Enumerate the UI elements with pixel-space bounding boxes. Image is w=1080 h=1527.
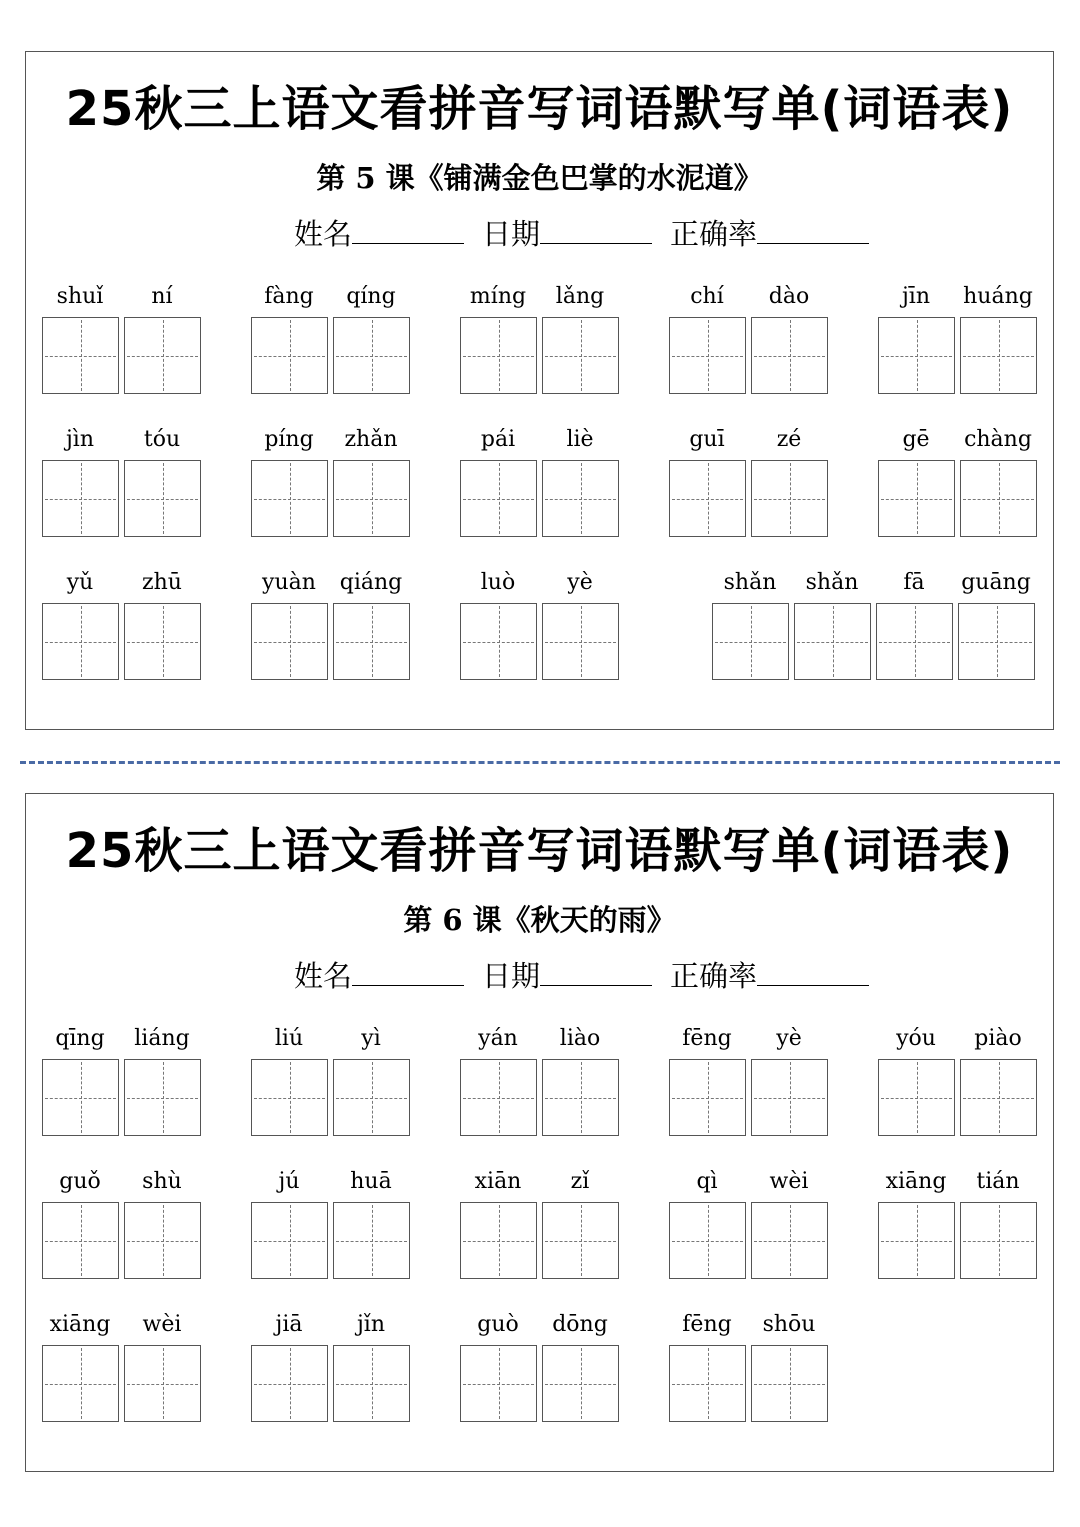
writing-cell[interactable]: [878, 317, 955, 394]
worksheet-title: 25秋三上语文看拼音写词语默写单(词语表): [65, 81, 1014, 137]
pinyin-label: qíng: [346, 284, 396, 309]
writing-cell[interactable]: [542, 1059, 619, 1136]
writing-cell[interactable]: [460, 603, 537, 680]
writing-cell[interactable]: [960, 460, 1037, 537]
pinyin-label: dào: [768, 284, 810, 309]
lesson-title: 第 6 课《秋天的雨》: [403, 903, 676, 937]
writing-cell[interactable]: [333, 603, 410, 680]
accuracy-label: 正确率: [670, 217, 758, 251]
pinyin-label: gē: [902, 427, 930, 452]
writing-cell[interactable]: [333, 317, 410, 394]
writing-cell[interactable]: [251, 1202, 328, 1279]
writing-cell[interactable]: [42, 460, 119, 537]
worksheet-title: 25秋三上语文看拼音写词语默写单(词语表): [65, 823, 1014, 879]
pinyin-label: shù: [142, 1169, 182, 1194]
writing-cell[interactable]: [124, 603, 201, 680]
pinyin-label: jìn: [65, 427, 95, 452]
pinyin-label: tóu: [143, 427, 181, 452]
pinyin-label: liè: [566, 427, 594, 452]
date-blank[interactable]: [540, 959, 652, 986]
writing-cell[interactable]: [124, 317, 201, 394]
pinyin-label: tián: [976, 1169, 1020, 1194]
pinyin-label: shǎn: [805, 570, 859, 595]
pinyin-label: zhǎn: [344, 427, 398, 452]
name-label: 姓名: [294, 217, 353, 251]
writing-cell[interactable]: [124, 1202, 201, 1279]
pinyin-label: huā: [350, 1169, 392, 1194]
pinyin-label: shuǐ: [56, 284, 104, 309]
writing-cell[interactable]: [251, 317, 328, 394]
date-label: 日期: [482, 217, 541, 251]
writing-cell[interactable]: [542, 603, 619, 680]
pinyin-label: xiān: [474, 1169, 522, 1194]
writing-cell[interactable]: [124, 460, 201, 537]
pinyin-label: guī: [689, 427, 725, 452]
writing-cell[interactable]: [876, 603, 953, 680]
writing-cell[interactable]: [669, 317, 746, 394]
writing-cell[interactable]: [460, 1059, 537, 1136]
pinyin-label: liú: [274, 1026, 304, 1051]
pinyin-label: zhū: [142, 570, 182, 595]
writing-cell[interactable]: [751, 1345, 828, 1422]
writing-cell[interactable]: [460, 317, 537, 394]
pinyin-label: yuàn: [262, 570, 316, 595]
pinyin-label: luò: [480, 570, 516, 595]
pinyin-label: shǎn: [723, 570, 777, 595]
writing-cell[interactable]: [794, 603, 871, 680]
pinyin-label: yì: [361, 1026, 381, 1051]
pinyin-label: qiáng: [339, 570, 403, 595]
lesson-title: 第 5 课《铺满金色巴掌的水泥道》: [316, 161, 763, 195]
pinyin-label: yè: [567, 570, 593, 595]
pinyin-label: wèi: [142, 1312, 182, 1337]
writing-cell[interactable]: [751, 317, 828, 394]
writing-cell[interactable]: [958, 603, 1035, 680]
writing-cell[interactable]: [333, 460, 410, 537]
writing-cell[interactable]: [542, 460, 619, 537]
name-blank[interactable]: [352, 959, 464, 986]
writing-cell[interactable]: [712, 603, 789, 680]
name-label: 姓名: [294, 959, 353, 993]
pinyin-label: jīn: [901, 284, 931, 309]
writing-cell[interactable]: [669, 1059, 746, 1136]
accuracy-blank[interactable]: [757, 959, 869, 986]
writing-cell[interactable]: [669, 1345, 746, 1422]
pinyin-label: liáng: [134, 1026, 190, 1051]
pinyin-label: xiāng: [885, 1169, 947, 1194]
pinyin-label: míng: [469, 284, 527, 309]
worksheet-lesson-5: [25, 51, 1054, 730]
writing-cell[interactable]: [960, 1202, 1037, 1279]
writing-cell[interactable]: [42, 1345, 119, 1422]
writing-cell[interactable]: [960, 1059, 1037, 1136]
writing-cell[interactable]: [542, 1345, 619, 1422]
pinyin-label: huáng: [963, 284, 1033, 309]
writing-cell[interactable]: [42, 1202, 119, 1279]
pinyin-label: yóu: [896, 1026, 936, 1051]
pinyin-label: fàng: [264, 284, 314, 309]
writing-cell[interactable]: [251, 1345, 328, 1422]
pinyin-label: yán: [478, 1026, 518, 1051]
writing-cell[interactable]: [333, 1202, 410, 1279]
writing-cell[interactable]: [124, 1345, 201, 1422]
writing-cell[interactable]: [878, 1059, 955, 1136]
pinyin-label: dōng: [552, 1312, 608, 1337]
accuracy-blank[interactable]: [757, 217, 869, 244]
writing-cell[interactable]: [42, 1059, 119, 1136]
pinyin-label: fēng: [682, 1026, 732, 1051]
pinyin-label: jú: [278, 1169, 300, 1194]
writing-cell[interactable]: [751, 1202, 828, 1279]
pinyin-label: píng: [264, 427, 314, 452]
writing-cell[interactable]: [669, 460, 746, 537]
pinyin-label: jiā: [275, 1312, 303, 1337]
writing-cell[interactable]: [960, 317, 1037, 394]
writing-cell[interactable]: [751, 1059, 828, 1136]
writing-cell[interactable]: [124, 1059, 201, 1136]
pinyin-label: zé: [776, 427, 802, 452]
pinyin-label: shōu: [762, 1312, 816, 1337]
pinyin-label: zǐ: [570, 1169, 590, 1194]
pinyin-label: fēng: [682, 1312, 732, 1337]
pinyin-label: piào: [974, 1026, 1022, 1051]
name-blank[interactable]: [352, 217, 464, 244]
writing-cell[interactable]: [42, 317, 119, 394]
writing-cell[interactable]: [460, 1345, 537, 1422]
writing-cell[interactable]: [669, 1202, 746, 1279]
writing-cell[interactable]: [751, 460, 828, 537]
pinyin-label: pái: [480, 427, 516, 452]
writing-cell[interactable]: [251, 460, 328, 537]
pinyin-label: chí: [690, 284, 724, 309]
writing-cell[interactable]: [878, 460, 955, 537]
accuracy-label: 正确率: [670, 959, 758, 993]
pinyin-label: yǔ: [66, 570, 94, 595]
pinyin-label: lǎng: [555, 284, 605, 309]
date-blank[interactable]: [540, 217, 652, 244]
pinyin-label: chàng: [964, 427, 1032, 452]
pinyin-label: fā: [903, 570, 925, 595]
pinyin-label: xiāng: [49, 1312, 111, 1337]
writing-cell[interactable]: [460, 1202, 537, 1279]
writing-cell[interactable]: [333, 1059, 410, 1136]
writing-cell[interactable]: [542, 317, 619, 394]
writing-cell[interactable]: [333, 1345, 410, 1422]
writing-cell[interactable]: [542, 1202, 619, 1279]
student-info-line: [294, 954, 887, 995]
pinyin-label: ní: [151, 284, 173, 309]
pinyin-label: yè: [776, 1026, 802, 1051]
pinyin-label: guāng: [961, 570, 1031, 595]
pinyin-label: liào: [559, 1026, 601, 1051]
pinyin-label: qì: [696, 1169, 718, 1194]
date-label: 日期: [482, 959, 541, 993]
writing-cell[interactable]: [251, 1059, 328, 1136]
pinyin-label: jǐn: [356, 1312, 386, 1337]
pinyin-label: guò: [477, 1312, 519, 1337]
student-info-line: [294, 212, 887, 253]
pinyin-label: wèi: [769, 1169, 809, 1194]
worksheet-lesson-6: [25, 793, 1054, 1472]
writing-cell[interactable]: [42, 603, 119, 680]
writing-cell[interactable]: [878, 1202, 955, 1279]
writing-cell[interactable]: [460, 460, 537, 537]
pinyin-label: qīng: [55, 1026, 105, 1051]
writing-cell[interactable]: [251, 603, 328, 680]
cut-line-separator: [20, 761, 1060, 764]
pinyin-label: guǒ: [59, 1169, 101, 1194]
